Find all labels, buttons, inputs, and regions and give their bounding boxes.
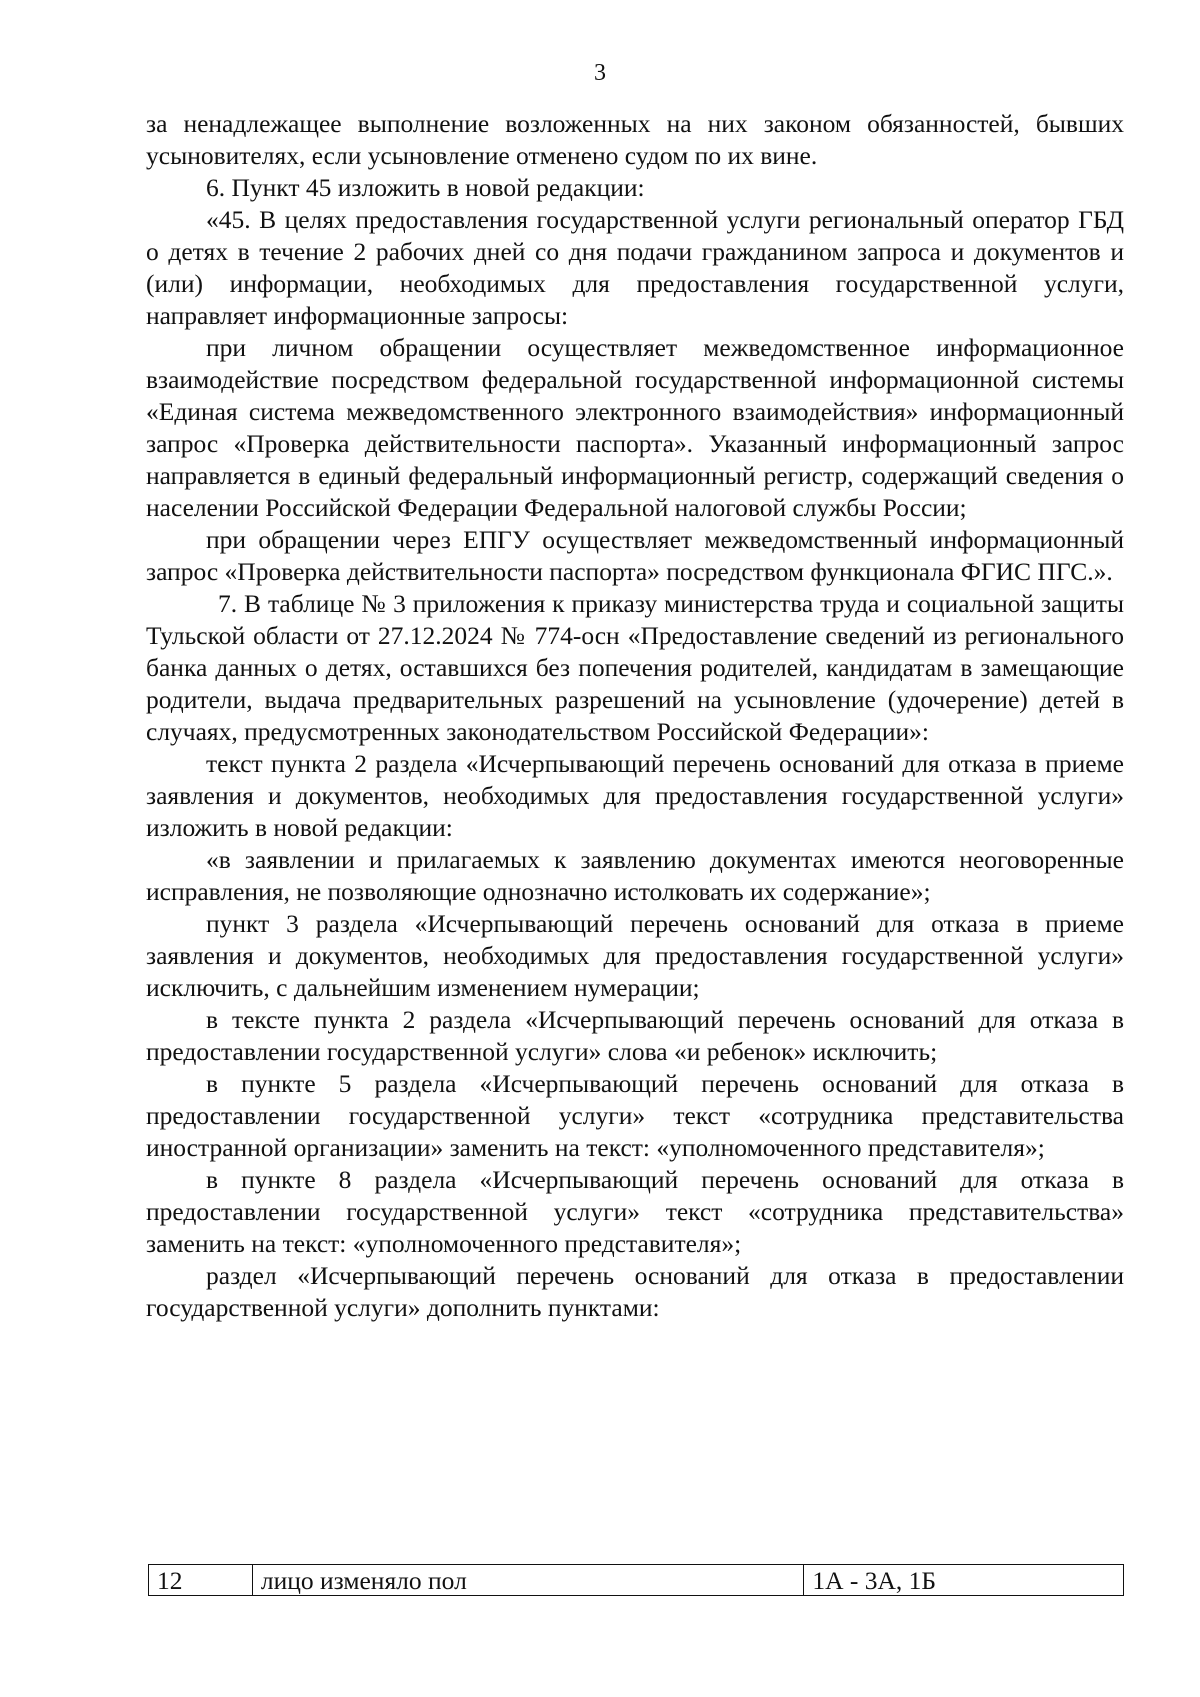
paragraph-quoted-text: «в заявлении и прилагаемых к заявлению документах имеются неоговоренные исправления, не позволяющие однозначно истолковать их содержание»; bbox=[146, 845, 1124, 906]
paragraph-item-7: 7. В таблице № 3 приложения к приказу министерства труда и социальной защиты Тульской области от 27.12.2024 № 774-осн «Предоставление сведений из регионального банка данных о детях, оставшихся без попечения родителей, кандидатам в замещающие родители, выдача предварительных разрешений на усыновление (удочерение) детей в случаях, предусмотренных законодательством Российской Федерации»: bbox=[146, 589, 1124, 746]
paragraph-point-3-exclude: пункт 3 раздела «Исчерпывающий перечень оснований для отказа в приеме заявления и документов, необходимых для предоставления государственной услуги» исключить, с дальнейшим изменением нумерации; bbox=[146, 909, 1124, 1002]
row-codes-cell: 1А - 3А, 1Б bbox=[804, 1565, 1124, 1596]
paragraph-point-2-text: текст пункта 2 раздела «Исчерпывающий перечень оснований для отказа в приеме заявления и документов, необходимых для предоставления государственной услуги» изложить в новой редакции: bbox=[146, 749, 1124, 842]
paragraph-epgu-request: при обращении через ЕПГУ осуществляет межведомственный информационный запрос «Проверка действительности паспорта» посредством функционала ФГИС ПГС.». bbox=[146, 525, 1124, 586]
row-description-cell: лицо изменяло пол bbox=[252, 1565, 804, 1596]
paragraph-continuation: за ненадлежащее выполнение возложенных на них законом обязанностей, бывших усыновителях, если усыновление отменено судом по их вине. bbox=[146, 109, 1124, 170]
table-row bbox=[149, 1565, 1124, 1596]
paragraph-point-2-words: в тексте пункта 2 раздела «Исчерпывающий перечень оснований для отказа в предоставлении государственной услуги» слова «и ребенок» исключить; bbox=[146, 1005, 1124, 1066]
paragraph-personal-request: при личном обращении осуществляет межведомственное информационное взаимодействие посредством федеральной государственной информационной системы «Единая система межведомственного электронного взаимодействия» информационный запрос «Проверка действительности паспорта». Указанный информационный запрос направляется в единый федеральный информационный регистр, содержащий сведения о населении Российской Федерации Федеральной налоговой службы России; bbox=[146, 333, 1124, 522]
paragraph-section-supplement: раздел «Исчерпывающий перечень оснований для отказа в предоставлении государственной услуги» дополнить пунктами: bbox=[146, 1261, 1124, 1322]
page-number: 3 bbox=[594, 60, 606, 86]
paragraph-point-8: в пункте 8 раздела «Исчерпывающий перечень оснований для отказа в предоставлении государственной услуги» текст «сотрудника представительства» заменить на текст: «уполномоченного представителя»; bbox=[146, 1165, 1124, 1258]
paragraph-item-6: 6. Пункт 45 изложить в новой редакции: bbox=[206, 173, 645, 202]
document-body bbox=[146, 108, 1124, 1324]
row-number-cell: 12 bbox=[149, 1565, 253, 1596]
paragraph-clause-45: «45. В целях предоставления государственной услуги региональный оператор ГБД о детях в течение 2 рабочих дней со дня подачи гражданином запроса и документов и (или) информации, необходимых для предоставления государственной услуги, направляет информационные запросы: bbox=[146, 205, 1124, 330]
amendment-table bbox=[148, 1564, 1124, 1596]
paragraph-point-5: в пункте 5 раздела «Исчерпывающий перечень оснований для отказа в предоставлении государственной услуги» текст «сотрудника представительства иностранной организации» заменить на текст: «уполномоченного представителя»; bbox=[146, 1069, 1124, 1162]
